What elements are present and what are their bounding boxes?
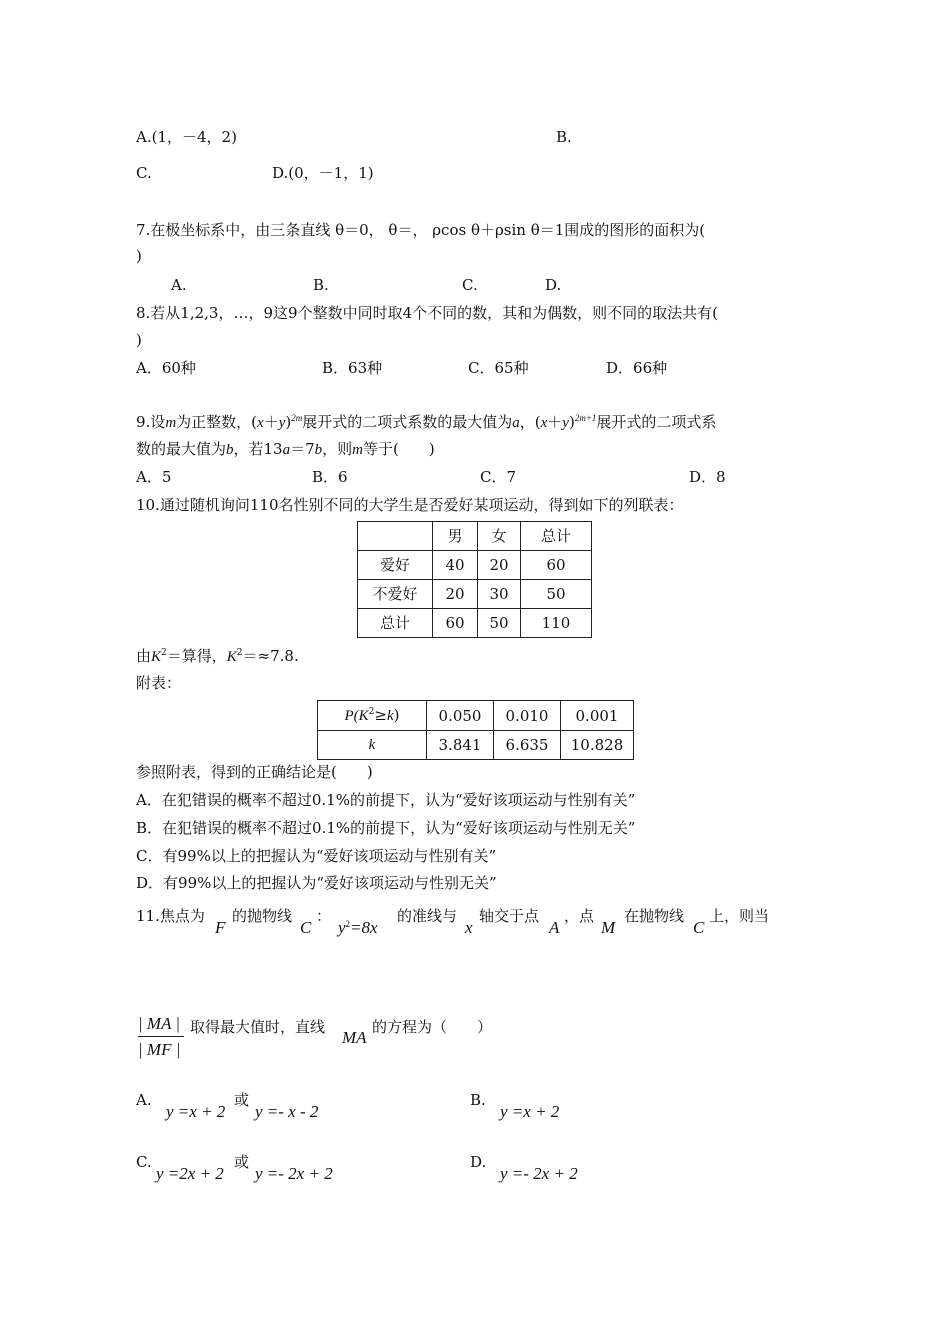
q11-var-c: C bbox=[300, 918, 312, 937]
q11-var-m: M bbox=[601, 918, 616, 937]
q9-text: 数的最大值为 bbox=[136, 440, 227, 458]
q11-text: ，点 bbox=[564, 907, 595, 925]
q9-text: ) bbox=[568, 413, 575, 431]
q9-text: ＝7 bbox=[290, 440, 315, 458]
table-text: ≥ bbox=[374, 706, 387, 724]
table-text: k bbox=[386, 708, 394, 724]
contingency-table bbox=[357, 521, 592, 638]
q8-option-d: D．66种 bbox=[606, 359, 668, 377]
q10-k2-statement bbox=[136, 646, 299, 667]
q11-parabola-equation bbox=[338, 918, 378, 938]
q11-text: 的方程为（ ） bbox=[372, 1018, 493, 1036]
q10-option-d: D．有99%以上的把握认为“爱好该项运动与性别无关” bbox=[136, 874, 497, 892]
q11-option-d-label: D. bbox=[470, 1153, 487, 1171]
q9-var-x: x bbox=[257, 415, 264, 431]
table-header-cell: 女 bbox=[478, 522, 521, 551]
q11-option-c-or: 或 bbox=[234, 1153, 250, 1171]
q9-text: 为正整数，( bbox=[176, 413, 258, 431]
table-header-cell: 总计 bbox=[521, 522, 592, 551]
q7-stem: 7.在极坐标系中，由三条直线 θ＝0， θ＝， ρcos θ＋ρsin θ＝1围成的图形的面积为( bbox=[136, 221, 706, 239]
table-header-cell: k bbox=[318, 731, 427, 760]
q10-option-a: A．在犯错误的概率不超过0.1%的前提下，认为“爱好该项运动与性别有关” bbox=[136, 791, 636, 809]
table-row bbox=[318, 701, 634, 731]
q9-stem-line2 bbox=[136, 439, 435, 460]
q8-stem: 8.若从1,2,3，…，9这9个整数中同时取4个不同的数，其和为偶数，则不同的取法共有( bbox=[136, 304, 718, 322]
q11-text: 的抛物线 bbox=[232, 907, 293, 925]
q9-text: 展开式的二项式系 bbox=[596, 413, 717, 431]
q11-text: 11.焦点为 bbox=[136, 907, 205, 925]
table-cell: 30 bbox=[478, 580, 521, 609]
q11-fraction-denominator: | MF | bbox=[138, 1040, 181, 1059]
q7-option-b: B. bbox=[313, 276, 329, 294]
q9-option-b: B．6 bbox=[312, 468, 348, 486]
table-cell: 爱好 bbox=[358, 551, 433, 580]
q9-exponent: 2m+1 bbox=[574, 413, 597, 423]
q11-var-x: x bbox=[465, 918, 473, 937]
table-header-cell bbox=[318, 701, 427, 731]
q6-option-c: C. bbox=[136, 164, 152, 182]
table-text: K bbox=[358, 708, 369, 724]
q7-option-a: A. bbox=[171, 276, 187, 294]
table-text: P( bbox=[344, 708, 359, 724]
q11-option-c-eq2: y =- 2x + 2 bbox=[255, 1164, 333, 1183]
q11-equation-rhs: =8x bbox=[350, 918, 378, 937]
table-cell: 不爱好 bbox=[358, 580, 433, 609]
q8-option-b: B．63种 bbox=[322, 359, 383, 377]
q9-text: ，若13 bbox=[233, 440, 283, 458]
q9-text: ) bbox=[285, 413, 292, 431]
table-header-cell: 男 bbox=[433, 522, 478, 551]
table-text: 2 bbox=[368, 707, 375, 717]
q9-exponent: 2m bbox=[291, 413, 303, 423]
q11-option-a-eq2: y =- x - 2 bbox=[255, 1102, 319, 1121]
q9-text: ＋ bbox=[263, 413, 279, 431]
q10-option-b: B．在犯错误的概率不超过0.1%的前提下，认为“爱好该项运动与性别无关” bbox=[136, 819, 636, 837]
q11-option-c-label: C. bbox=[136, 1153, 152, 1171]
q7-stem-close: ) bbox=[136, 247, 142, 265]
table-cell: 60 bbox=[521, 551, 592, 580]
q9-var-x: x bbox=[540, 415, 548, 431]
q10-var-k: K bbox=[151, 649, 162, 665]
table-row bbox=[358, 609, 592, 638]
q9-text: ＋ bbox=[547, 413, 563, 431]
q11-text: 在抛物线 bbox=[624, 907, 685, 925]
q11-text: 取得最大值时，直线 bbox=[190, 1018, 326, 1036]
q10-text: 由 bbox=[136, 647, 152, 665]
table-header-cell bbox=[358, 522, 433, 551]
q10-exponent: 2 bbox=[236, 648, 243, 658]
table-cell: 6.635 bbox=[494, 731, 561, 760]
q9-text: 展开式的二项式系数的最大值为 bbox=[302, 413, 513, 431]
q11-fraction-bar bbox=[138, 1036, 184, 1037]
q10-option-c: C．有99%以上的把握认为“爱好该项运动与性别有关” bbox=[136, 847, 497, 865]
q11-option-b-label: B. bbox=[470, 1091, 486, 1109]
q9-option-d: D．8 bbox=[689, 468, 726, 486]
q9-text: 9.设 bbox=[136, 413, 166, 431]
q11-fraction bbox=[138, 1014, 188, 1062]
table-cell: 0.010 bbox=[494, 701, 561, 731]
q11-option-c-eq1: y =2x + 2 bbox=[156, 1164, 224, 1183]
q9-text: ，则 bbox=[322, 440, 353, 458]
q10-prompt: 参照附表，得到的正确结论是( ) bbox=[136, 763, 373, 781]
table-cell: 40 bbox=[433, 551, 478, 580]
table-cell: 10.828 bbox=[561, 731, 634, 760]
q10-var-k: K bbox=[226, 649, 237, 665]
q11-option-a-eq1: y =x + 2 bbox=[166, 1102, 226, 1121]
q9-option-c: C．7 bbox=[480, 468, 517, 486]
q9-var-y: y bbox=[278, 415, 286, 431]
table-row bbox=[358, 522, 592, 551]
q9-var-a: a bbox=[282, 442, 291, 458]
q6-option-d: D.(0，－1，1) bbox=[272, 164, 374, 182]
q10-stem: 10.通过随机询问110名性别不同的大学生是否爱好某项运动，得到如下的列联表： bbox=[136, 496, 684, 514]
q11-fraction-numerator: | MA | bbox=[138, 1014, 181, 1033]
q9-var-b: b bbox=[314, 442, 323, 458]
q11-var-a: A bbox=[549, 918, 560, 937]
table-cell: 0.050 bbox=[427, 701, 494, 731]
table-row bbox=[358, 580, 592, 609]
q9-text: ，( bbox=[519, 413, 541, 431]
q6-option-a: A.(1，－4，2) bbox=[136, 128, 237, 146]
q11-option-a-label: A. bbox=[136, 1091, 152, 1109]
table-row bbox=[318, 731, 634, 760]
q11-text: 的准线与 bbox=[397, 907, 458, 925]
table-cell: 20 bbox=[478, 551, 521, 580]
critical-value-table bbox=[317, 700, 634, 760]
q11-option-b-eq: y =x + 2 bbox=[500, 1102, 560, 1121]
q9-var-y: y bbox=[562, 415, 569, 431]
table-cell: 60 bbox=[433, 609, 478, 638]
q11-text: 轴交于点 bbox=[479, 907, 540, 925]
table-cell: 50 bbox=[521, 580, 592, 609]
q11-exponent: 2 bbox=[345, 919, 351, 929]
table-cell: 3.841 bbox=[427, 731, 494, 760]
table-cell: 总计 bbox=[358, 609, 433, 638]
q10-exponent: 2 bbox=[161, 648, 167, 658]
q9-var-m: m bbox=[352, 442, 364, 458]
q8-stem-close: ) bbox=[136, 331, 142, 349]
q11-option-d-eq: y =- 2x + 2 bbox=[500, 1164, 578, 1183]
q11-option-a-or: 或 bbox=[234, 1091, 250, 1109]
q7-option-d: D. bbox=[545, 276, 562, 294]
q9-option-a: A．5 bbox=[136, 468, 172, 486]
table-cell: 20 bbox=[433, 580, 478, 609]
q8-option-c: C．65种 bbox=[468, 359, 529, 377]
q11-var-ma: MA bbox=[342, 1028, 367, 1047]
table-cell: 0.001 bbox=[561, 701, 634, 731]
q9-stem-line1 bbox=[136, 412, 716, 433]
q9-var-m: m bbox=[165, 415, 177, 431]
table-cell: 110 bbox=[521, 609, 592, 638]
q8-option-a: A．60种 bbox=[136, 359, 196, 377]
table-cell: 50 bbox=[478, 609, 521, 638]
q11-text: ： bbox=[316, 907, 332, 925]
q10-text: ＝算得， bbox=[166, 647, 227, 665]
q11-var-y: y bbox=[338, 918, 346, 937]
q9-text: 等于( ) bbox=[363, 440, 435, 458]
q9-var-a: a bbox=[512, 415, 520, 431]
q9-var-b: b bbox=[226, 442, 234, 458]
q10-appendix-label: 附表： bbox=[136, 674, 182, 692]
q7-option-c: C. bbox=[462, 276, 478, 294]
q6-option-b: B. bbox=[556, 128, 572, 146]
table-row bbox=[358, 551, 592, 580]
q11-var-f: F bbox=[215, 918, 226, 937]
table-text: ) bbox=[393, 706, 400, 724]
q11-var-c: C bbox=[693, 918, 705, 937]
q11-text: 上，则当 bbox=[709, 907, 770, 925]
q10-text: ＝≈7.8. bbox=[242, 647, 299, 665]
